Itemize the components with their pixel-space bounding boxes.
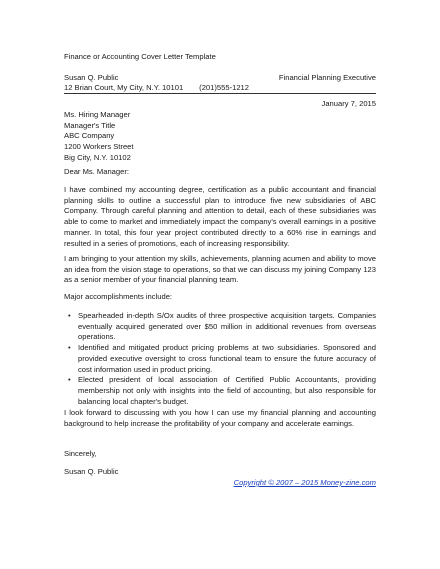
sender-contact-line [64,83,249,92]
body-paragraph-1: I have combined my accounting degree, certification as a public accountant and financial planning skills to outline a successful plan to introduce five new subsidiaries of ABC Company. Through careful planning and attention to detail, each of these subsidiaries was able to come to market and immediately impact the company's overall earnings in a positive manner. In total, this four year project contributed directly to a 60% rise in earnings and resulted in a series of promotions, each of increasing responsibility. [64,185,376,248]
list-item-text: Elected president of local association of Certified Public Accountants, providing membership not only with insights into the field of accounting, but also responsible for balancing local chapter's budget. [78,375,376,406]
list-item-text: Spearheaded in-depth S/Ox audits of three prospective acquisition targets. Companies eventually acquired generated over $50 million in additional revenues from overseas operations. [78,311,376,342]
recipient-line: 1200 Workers Street [64,142,134,152]
bullet-icon: • [68,311,71,320]
salutation: Dear Ms. Manager: [64,167,129,176]
body-paragraph-3: I look forward to discussing with you how I can use my financial planning and accounting background to help increase the profitability of your company and accelerate earnings. [64,408,376,428]
list-item-text: Identified and mitigated product pricing problems at two subsidiaries. Sponsored and provided executive oversight to cross functional team to ensure the future accuracy of cost information used in product pricing. [78,343,376,374]
document-title: Finance or Accounting Cover Letter Template [64,52,216,61]
recipient-address-block [64,110,376,164]
recipient-line: Big City, N.Y. 10102 [64,152,131,162]
sender-phone: (201)555-1212 [199,83,249,92]
list-item [64,375,376,407]
bullet-icon: • [68,375,71,385]
list-item [64,311,376,343]
header-divider [64,93,376,94]
accomplishments-intro: Major accomplishments include: [64,292,173,301]
signature: Susan Q. Public [64,467,119,476]
sender-address: 12 Brian Court, My City, N.Y. 10101 [64,83,184,92]
closing: Sincerely, [64,449,97,458]
sender-job-title: Financial Planning Executive [278,73,376,82]
accomplishments-list [64,311,376,407]
copyright-link[interactable]: Copyright © 2007 – 2015 Money-zine.com [233,478,376,487]
recipient-line: Manager's Title [64,120,116,130]
recipient-line: Ms. Hiring Manager [64,110,131,119]
sender-name: Susan Q. Public [64,73,119,82]
letter-date: January 7, 2015 [321,99,376,108]
bullet-icon: • [68,343,71,353]
recipient-line: ABC Company [64,131,115,141]
list-item [64,343,376,375]
body-paragraph-2: I am bringing to your attention my skills, achievements, planning acumen and ability to move an idea from the vision stage to operations, so that we can discuss my joining Company 123 as a senior member of your financial planning team. [64,254,376,285]
